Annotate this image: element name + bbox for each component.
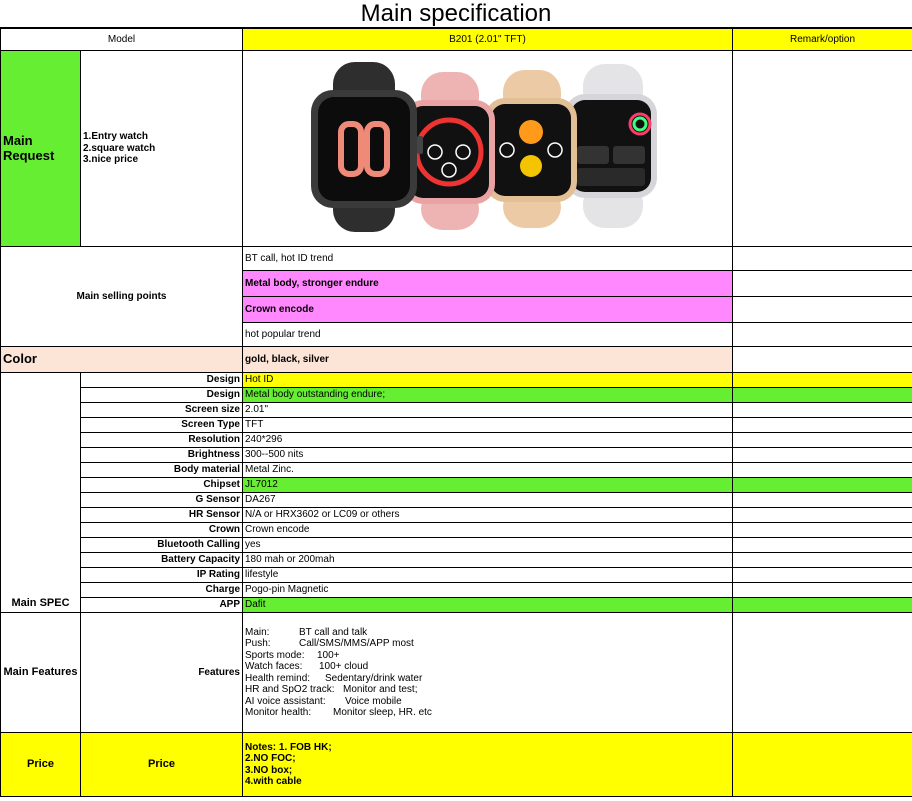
spec-value: yes [243,538,733,553]
color-label: Color [1,347,243,373]
feature-value: Call/SMS/MMS/APP most [299,638,414,649]
main-request-line: 3.nice price [83,154,139,166]
model-label: Model [1,29,243,51]
spec-row [1,583,912,598]
feature-line [245,638,730,650]
spec-label: Crown [81,523,243,538]
spec-label: Brightness [81,448,243,463]
spec-value: Hot ID [243,373,733,388]
feature-line [245,673,730,685]
feature-value: Voice mobile [345,695,402,707]
spec-remark [733,373,912,388]
feature-value: 100+ [317,649,340,661]
selling-point-row [1,247,912,271]
features-list [243,613,733,733]
feature-key: HR and SpO2 track: [245,684,335,695]
spec-label: Design [81,388,243,403]
spec-remark [733,433,912,448]
spec-row [1,553,912,568]
spec-label: Chipset [81,478,243,493]
feature-line [245,707,730,719]
feature-key: AI voice assistant: [245,695,326,707]
feature-key: Health remind: [245,672,311,684]
main-request-row [1,51,912,247]
price-label: Price [1,733,81,797]
spec-value: Pogo-pin Magnetic [243,583,733,598]
selling-point-value: Metal body, stronger endure [243,271,733,297]
spec-label: Bluetooth Calling [81,538,243,553]
remark-label: Remark/option [733,29,912,51]
black-watch-image [311,62,423,232]
main-spec-label: Main SPEC [1,373,81,613]
selling-point-remark [733,297,912,323]
spec-label: APP [81,598,243,613]
feature-value: BT call and talk [299,626,368,638]
selling-point-remark [733,247,912,271]
selling-points-label: Main selling points [1,247,243,347]
spec-value: lifestyle [243,568,733,583]
spec-row [1,418,912,433]
spec-row [1,373,912,388]
spec-value: JL7012 [243,478,733,493]
spec-value: Metal body outstanding endure; [243,388,733,403]
spec-value: DA267 [243,493,733,508]
spec-remark [733,448,912,463]
model-value: B201 (2.01" TFT) [243,29,733,51]
spec-value: Metal Zinc. [243,463,733,478]
spec-value: 240*296 [243,433,733,448]
spec-remark [733,508,912,523]
spec-remark [733,568,912,583]
spec-value: Crown encode [243,523,733,538]
silver-watch-image [565,64,657,228]
spec-value: N/A or HRX3602 or LC09 or others [243,508,733,523]
feature-value: Monitor and test; [343,684,418,695]
smartwatch-product-image [303,62,673,232]
spec-remark [733,403,912,418]
price-sublabel: Price [81,733,243,797]
product-image-cell [243,51,733,247]
spec-row [1,523,912,538]
selling-point-remark [733,271,912,297]
spec-remark [733,418,912,433]
main-request-list [81,51,243,247]
feature-line [245,696,730,708]
header-row [1,29,912,51]
spec-label: IP Rating [81,568,243,583]
spec-remark [733,553,912,568]
sheet-title: Main specification [0,0,912,28]
spec-value: TFT [243,418,733,433]
feature-line [245,650,730,662]
feature-key: Push: [245,638,271,649]
features-row [1,613,912,733]
spec-remark [733,598,912,613]
features-remark [733,613,912,733]
spec-row [1,403,912,418]
spec-row [1,448,912,463]
price-note-line: 2.NO FOC; [245,753,296,764]
spec-row [1,598,912,613]
feature-value: Sedentary/drink water [325,672,423,684]
selling-point-value: Crown encode [243,297,733,323]
price-note-line: 4.with cable [245,776,302,787]
main-request-remark [733,51,912,247]
spec-label: HR Sensor [81,508,243,523]
feature-value: Monitor sleep, HR. etc [333,707,432,718]
spec-row [1,568,912,583]
main-features-label: Main Features [1,613,81,733]
spec-row [1,433,912,448]
spec-value: 2.01" [243,403,733,418]
spec-remark [733,463,912,478]
price-notes [243,733,733,797]
features-label: Features [81,613,243,733]
main-request-line: 2.square watch [83,142,156,154]
spec-value: 180 mah or 200mah [243,553,733,568]
spec-row [1,478,912,493]
spec-remark [733,388,912,403]
selling-point-value: hot popular trend [243,323,733,347]
spec-label: Screen size [81,403,243,418]
spec-remark [733,493,912,508]
spec-row [1,463,912,478]
selling-point-remark [733,323,912,347]
spec-remark [733,478,912,493]
main-request-label: Main Request [1,51,81,247]
price-note-line: Notes: 1. FOB HK; [245,741,332,753]
color-remark [733,347,912,373]
spec-label: Body material [81,463,243,478]
feature-key: Sports mode: [245,649,305,661]
spec-remark [733,583,912,598]
feature-line [245,684,730,696]
price-remark [733,733,912,797]
spec-row [1,538,912,553]
feature-value: 100+ cloud [319,661,369,672]
feature-key: Monitor health: [245,707,312,718]
feature-key: Main: [245,626,270,638]
spec-label: Design [81,373,243,388]
spec-label: G Sensor [81,493,243,508]
feature-line [245,627,730,639]
spec-row [1,508,912,523]
main-request-line: 1.Entry watch [83,131,149,143]
spec-table [0,28,912,797]
spec-value: Dafit [243,598,733,613]
spec-label: Resolution [81,433,243,448]
feature-key: Watch faces: [245,661,303,672]
spec-label: Charge [81,583,243,598]
spec-row [1,493,912,508]
price-row [1,733,912,797]
spec-row [1,388,912,403]
spec-label: Screen Type [81,418,243,433]
spec-label: Battery Capacity [81,553,243,568]
color-value: gold, black, silver [243,347,733,373]
price-note-line: 3.NO box; [245,764,293,776]
spec-remark [733,523,912,538]
spec-value: 300--500 nits [243,448,733,463]
gold-watch-image [485,70,577,228]
selling-point-value: BT call, hot ID trend [243,247,733,271]
spec-remark [733,538,912,553]
color-row [1,347,912,373]
feature-line [245,661,730,673]
